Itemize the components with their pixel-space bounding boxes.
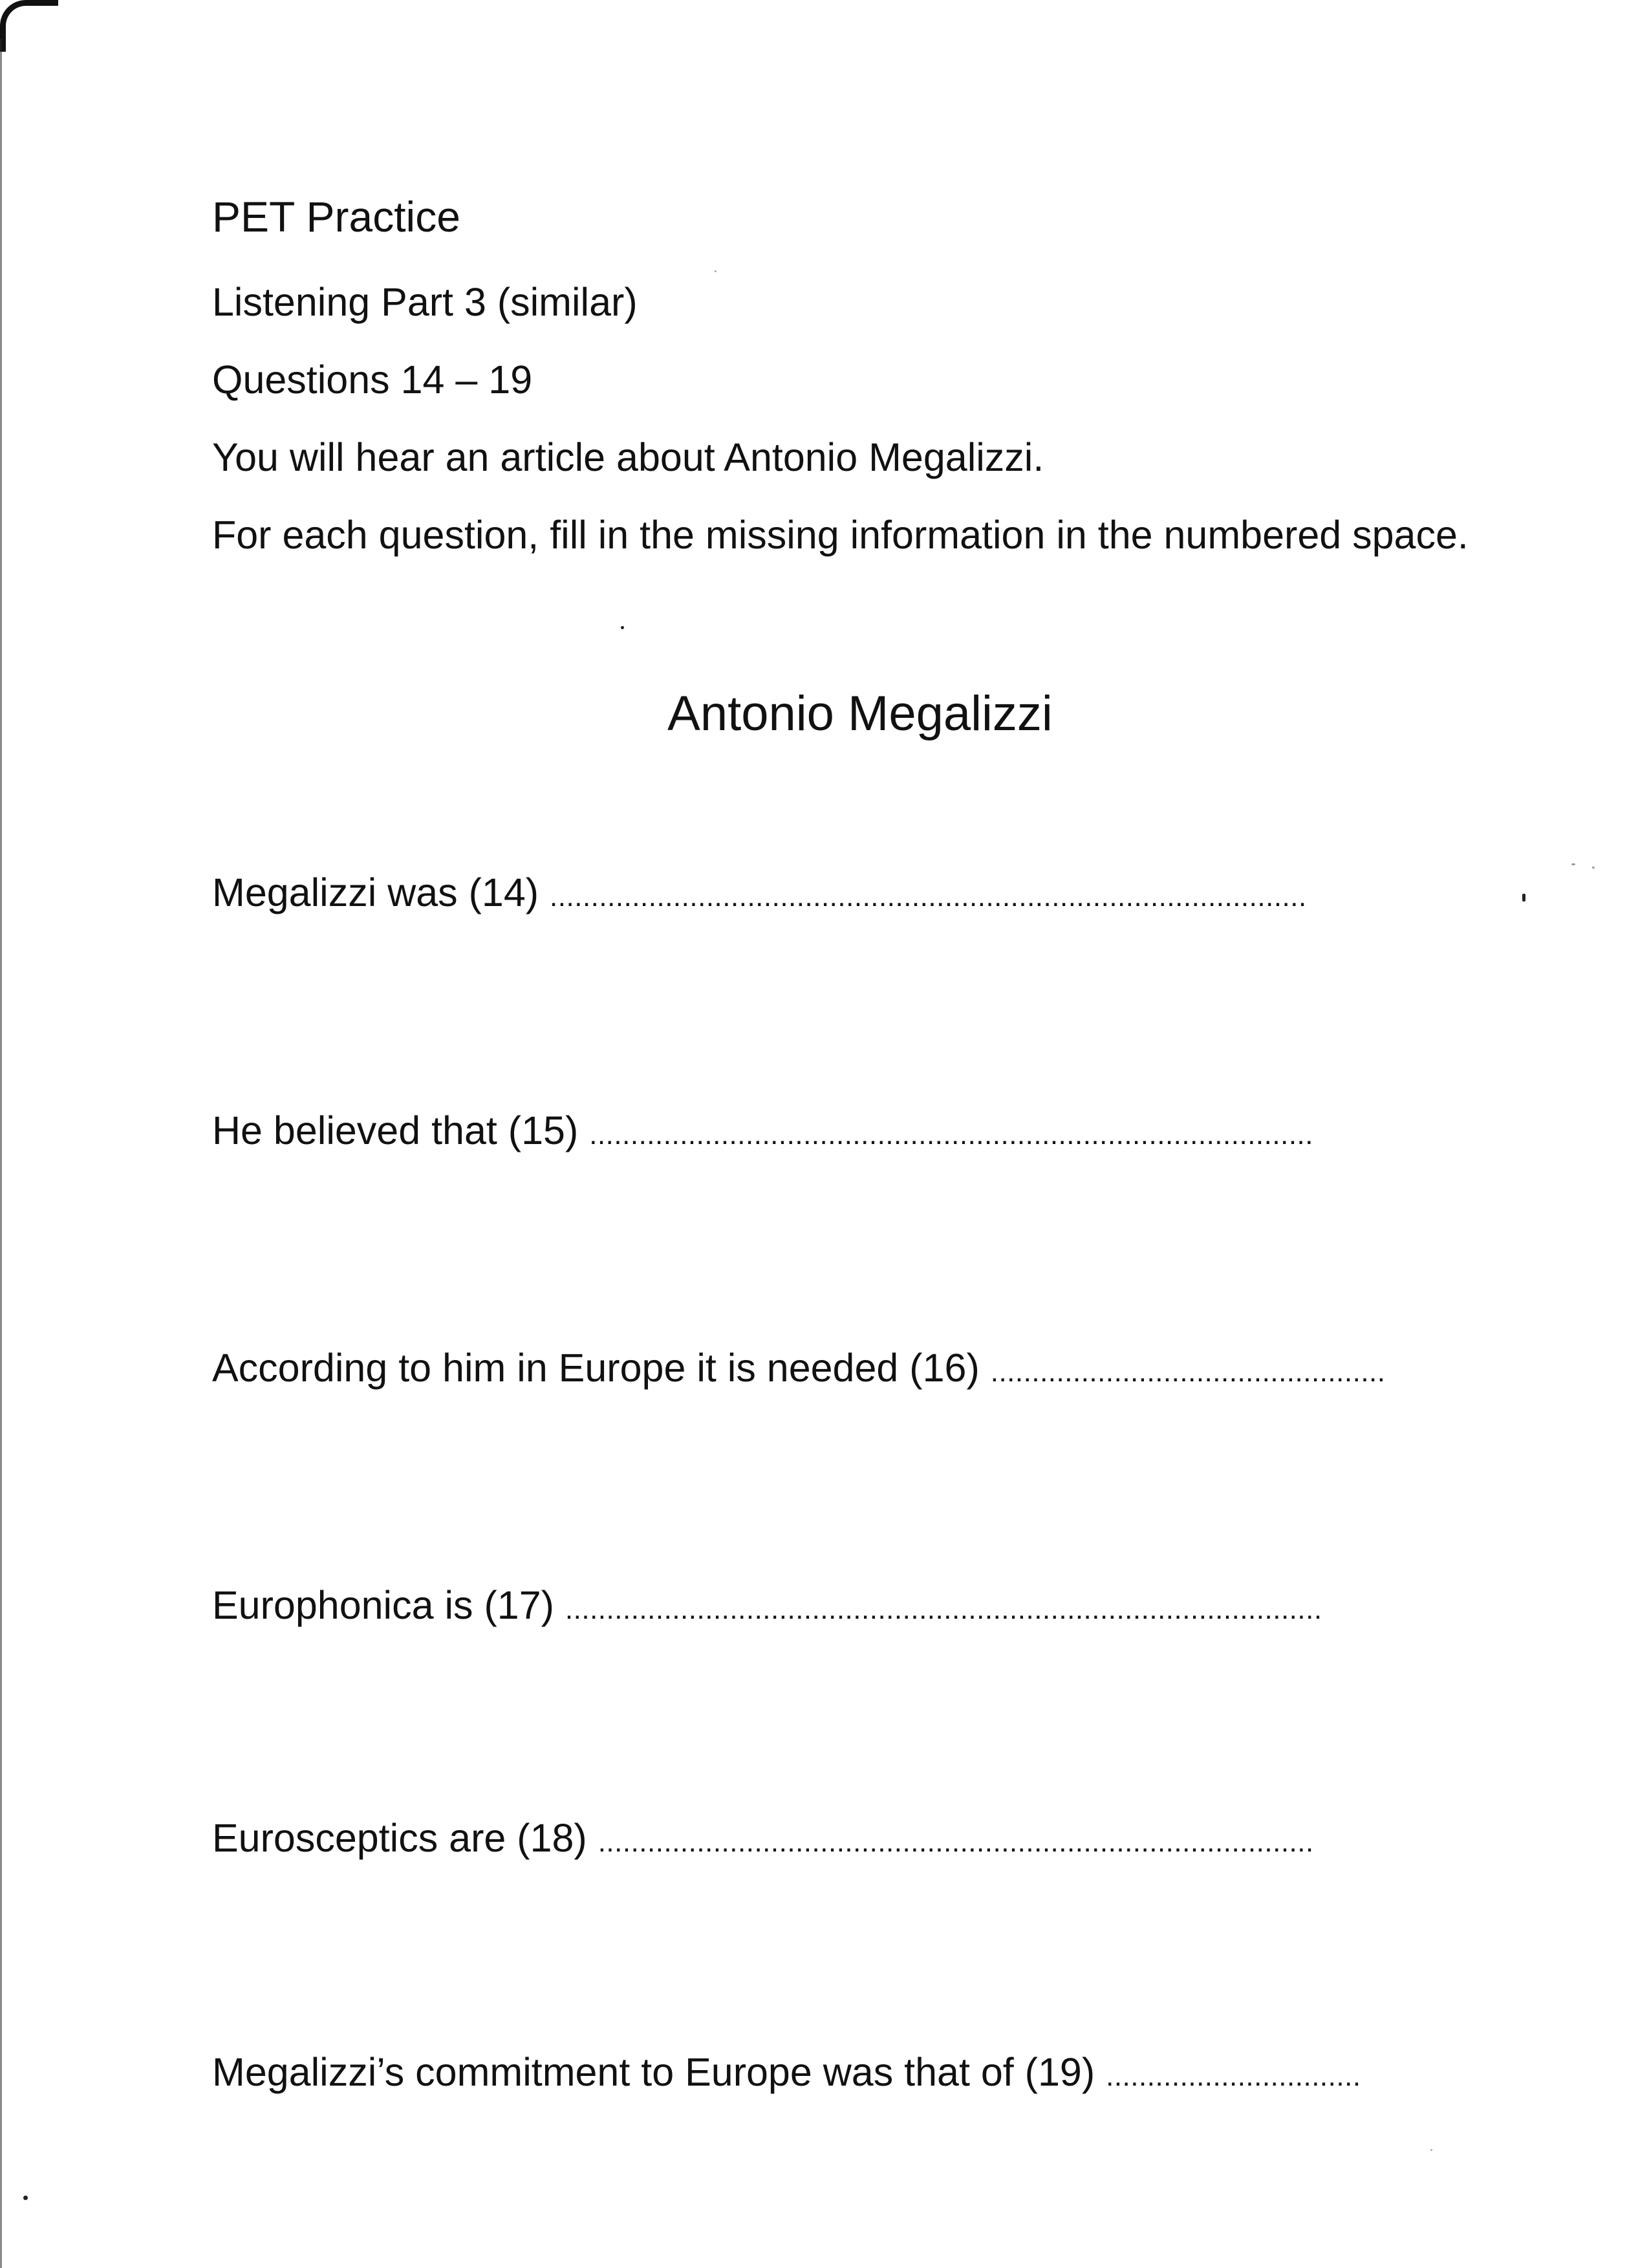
scan-speck <box>1571 863 1575 865</box>
task-instruction: For each question, fill in the missing information in the numbered space. <box>212 513 1469 557</box>
question-17[interactable] <box>212 1583 1322 1627</box>
question-15-text: He believed that (15) <box>212 1108 590 1152</box>
answer-blank-19[interactable]: ............................... <box>1106 2060 1361 2092</box>
scan-corner-mark <box>0 0 58 52</box>
question-16-text: According to him in Europe it is needed (16) <box>212 1346 991 1390</box>
question-18[interactable] <box>212 1816 1314 1860</box>
question-18-text: Eurosceptics are (18) <box>212 1816 598 1860</box>
article-heading: Antonio Megalizzi <box>667 686 1053 741</box>
question-16[interactable] <box>212 1348 1386 1388</box>
listening-part: Listening Part 3 (similar) <box>212 280 638 324</box>
answer-blank-17[interactable]: ............................................................................................ <box>565 1593 1322 1625</box>
question-14[interactable] <box>212 870 1307 914</box>
scan-speck <box>715 270 717 272</box>
worksheet-title: PET Practice <box>212 193 460 241</box>
question-19[interactable] <box>212 2050 1361 2094</box>
answer-blank-16[interactable]: ................................................ <box>990 1356 1386 1388</box>
question-17-text: Europhonica is (17) <box>212 1583 565 1627</box>
scan-speck <box>23 2196 28 2200</box>
answer-blank-15[interactable]: ........................................................................................ <box>589 1119 1313 1150</box>
question-14-text: Megalizzi was (14) <box>212 870 550 914</box>
scan-speck <box>1430 2149 1432 2151</box>
question-19-text: Megalizzi’s commitment to Europe was that of (19) <box>212 2050 1106 2094</box>
scan-speck <box>621 626 624 629</box>
scan-page-edge <box>0 39 2 2268</box>
scan-speck <box>1592 867 1595 869</box>
question-15[interactable] <box>212 1108 1313 1152</box>
question-range: Questions 14 – 19 <box>212 358 533 402</box>
task-intro: You will hear an article about Antonio Megalizzi. <box>212 435 1044 479</box>
scan-speck <box>1522 894 1525 902</box>
answer-blank-14[interactable]: ............................................................................................ <box>550 881 1307 913</box>
answer-blank-18[interactable]: ....................................................................................... <box>598 1826 1314 1858</box>
